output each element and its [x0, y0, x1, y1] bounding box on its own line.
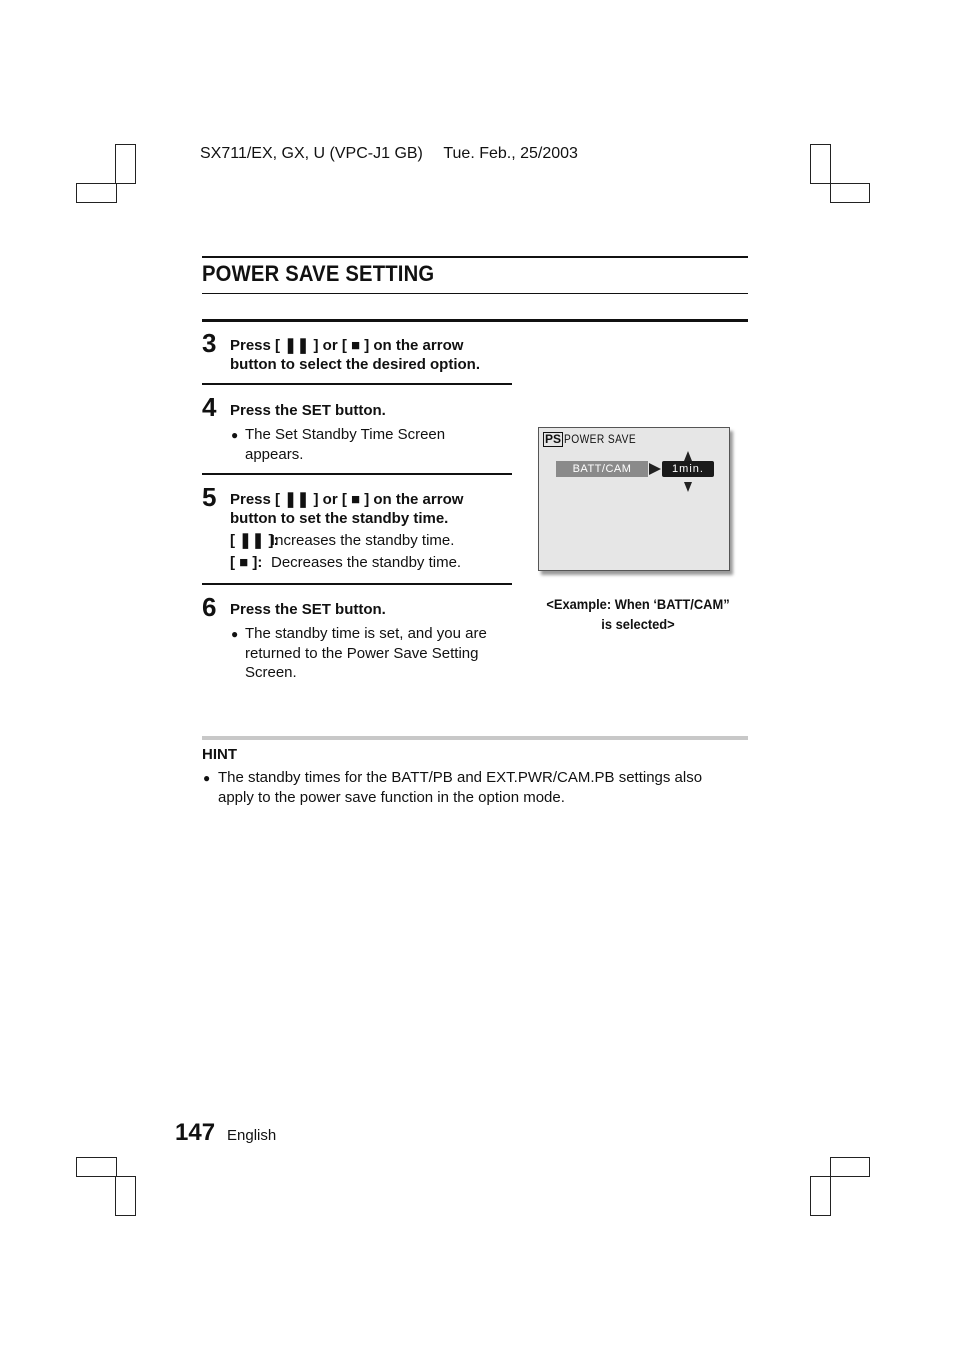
- step-6-instruction: Press the SET button.: [230, 601, 386, 618]
- option-batt-cam: BATT/CAM: [556, 461, 648, 477]
- hint-line-2: apply to the power save function in the option mode.: [218, 788, 565, 806]
- step-4-note: [245, 425, 445, 464]
- hint-divider: [202, 736, 748, 740]
- step-3-rule: [202, 319, 748, 322]
- title-rule-top: [202, 256, 748, 258]
- registration-mark-top-right-horizontal: [830, 183, 870, 203]
- step-5-key-2: [230, 553, 262, 573]
- registration-mark-bottom-left-vertical: [115, 1176, 136, 1216]
- step-5-line-2: button to set the standby time.: [230, 510, 449, 527]
- step-6-rule: [202, 583, 512, 585]
- step-4-instruction: Press the SET button.: [230, 402, 386, 419]
- page-number: 147: [175, 1119, 216, 1146]
- section-title: POWER SAVE SETTING: [202, 261, 435, 286]
- caption-line-2: is selected>: [601, 616, 675, 632]
- bullet-icon: ●: [203, 771, 211, 785]
- step-3-instruction: [230, 336, 510, 374]
- step-5-rule: [202, 473, 512, 475]
- step-5-key-1-desc: Increases the standby time.: [271, 532, 455, 549]
- step-4-note-line-2: appears.: [245, 445, 304, 463]
- step-6-note-line-2: returned to the Power Save Setting: [245, 644, 479, 662]
- step-5-line-1: Press [ ❚❚ ] or [ ■ ] on the arrow: [230, 491, 464, 508]
- step-6-note-line-3: Screen.: [245, 664, 297, 681]
- hint-line-1: The standby times for the BATT/PB and EXT.PWR/CAM.PB settings also: [218, 769, 703, 786]
- document-header: [200, 145, 578, 163]
- value-display: 1min.: [662, 461, 714, 477]
- arrow-right-icon: [649, 462, 661, 481]
- model-text: SX711/EX, GX, U (VPC-J1 GB): [200, 145, 423, 162]
- step-4-note-line-1: The Set Standby Time Screen: [245, 426, 446, 443]
- screen-caption: [546, 594, 730, 634]
- step-3-line-2: button to select the desired option.: [230, 356, 481, 373]
- step-3-number: 3: [202, 328, 217, 358]
- step-5-number: 5: [202, 482, 217, 512]
- stop-key-label: [ ■ ]:: [230, 554, 263, 571]
- bullet-icon: ●: [231, 428, 239, 442]
- registration-mark-top-left-horizontal: [76, 183, 117, 203]
- caption-line-1: <Example: When ‘BATT/CAM”: [546, 596, 730, 612]
- screen-title: POWER SAVE: [564, 432, 637, 446]
- title-rule-bottom: [202, 293, 748, 294]
- hint-heading: HINT: [202, 746, 237, 763]
- registration-mark-top-right-vertical: [810, 144, 831, 184]
- registration-mark-bottom-right-horizontal: [830, 1157, 870, 1177]
- registration-mark-bottom-right-vertical: [810, 1176, 831, 1216]
- registration-mark-top-left-vertical: [115, 144, 136, 184]
- step-4-rule: [202, 383, 512, 385]
- step-6-note: [245, 624, 487, 683]
- registration-mark-bottom-left-horizontal: [76, 1157, 117, 1177]
- arrow-up-icon: [684, 448, 692, 466]
- step-6-note-line-1: The standby time is set, and you are: [245, 625, 487, 642]
- date-text: Tue. Feb., 25/2003: [443, 145, 578, 162]
- step-4-number: 4: [202, 392, 217, 422]
- pause-key-label: [ ❚❚ ]:: [230, 532, 279, 549]
- language-label: English: [227, 1127, 277, 1144]
- step-6-number: 6: [202, 592, 217, 622]
- arrow-down-icon: [684, 479, 692, 497]
- ps-icon: PS: [545, 432, 562, 446]
- step-5-instruction: [230, 490, 510, 528]
- hint-text: [218, 768, 702, 807]
- step-3-line-1: Press [ ❚❚ ] or [ ■ ] on the arrow: [230, 337, 464, 354]
- step-5-key-2-desc: Decreases the standby time.: [271, 554, 462, 571]
- bullet-icon: ●: [231, 627, 239, 641]
- camera-screen-example: [538, 427, 730, 571]
